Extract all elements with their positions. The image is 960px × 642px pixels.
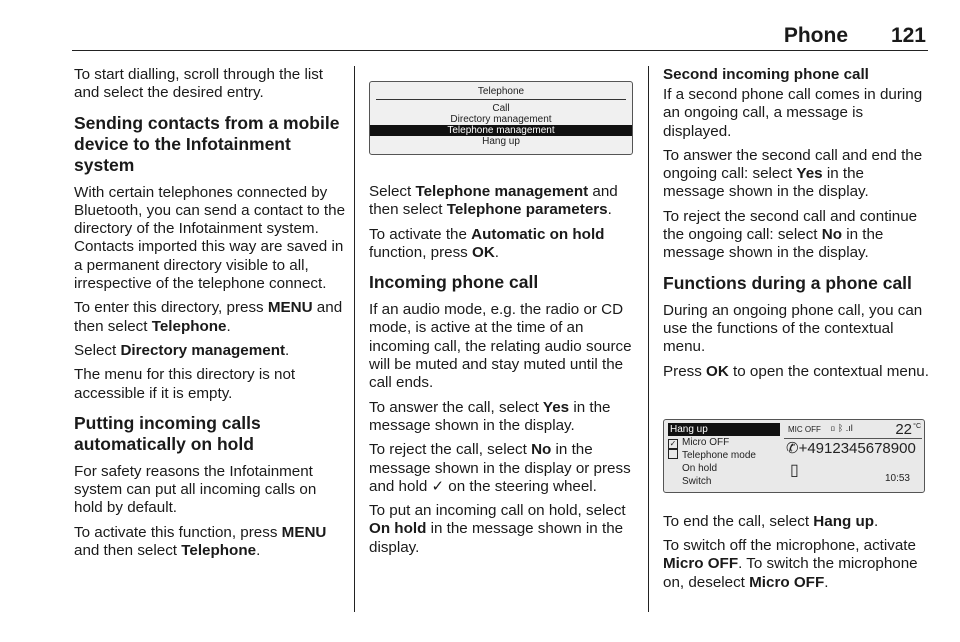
clock-time: 10:53 <box>884 473 910 484</box>
bluetooth-signal-icon: ▯ ᛒ .ıl <box>830 423 853 433</box>
context-menu <box>668 423 780 488</box>
paragraph: If a second phone call comes in during an ongoing call, a message is displayed. <box>663 86 923 140</box>
menu-item-switch: Switch <box>682 476 712 487</box>
menu-item-hang-up: Hang up <box>482 136 520 147</box>
checkbox-icon <box>668 449 678 459</box>
paragraph: Press OK to open the contextual menu. <box>663 362 929 380</box>
menu-item-call: Call <box>492 103 510 114</box>
paragraph: To reject the second call and continue the ongoing call: select No in the message shown in the display. <box>663 207 918 262</box>
paragraph: To activate the Automatic on hold function, press OK. <box>369 225 605 261</box>
paragraph: To start dialling, scroll through the list and select the desired entry. <box>74 66 324 102</box>
paragraph: During an ongoing phone call, you can use the functions of the contextual menu. <box>663 301 923 356</box>
handset-icon: ✆ <box>786 440 799 457</box>
paragraph: The menu for this directory is not accessible if it is empty. <box>74 366 296 402</box>
paragraph: To enter this directory, press MENU and then select Telephone. <box>74 299 343 335</box>
menu-item-directory-management: Directory management <box>450 114 552 125</box>
column-3 <box>663 66 929 598</box>
menu-item-hang-up: Hang up <box>668 423 780 436</box>
paragraph: With certain telephones connected by Bluetooth, you can send a contact to the directory of the Infotainment system. Contacts imported this way are saved in a permanent directory visible to all, irrespective of the telephone connect. <box>74 183 346 293</box>
menu-item-on-hold: On hold <box>682 463 718 474</box>
column-divider-2 <box>648 66 649 612</box>
column-1 <box>74 66 346 566</box>
checkbox-checked-icon: ✓ <box>669 439 677 448</box>
menu-item-telephone-mode: Telephone mode <box>668 449 780 462</box>
checkmark-icon: ✓ <box>431 477 445 495</box>
heading-incoming-call: Incoming phone call <box>369 272 539 293</box>
mobile-phone-icon: ▯ <box>790 462 799 479</box>
paragraph: Select Directory management. <box>74 341 290 359</box>
heading-functions-during-call: Functions during a phone call <box>663 272 912 293</box>
paragraph: To end the call, select Hang up. <box>663 512 879 530</box>
paragraph: To put an incoming call on hold, select On hold in the message shown in the display. <box>369 502 626 556</box>
paragraph: To activate this function, press MENU and then select Telephone. <box>74 523 327 560</box>
telephone-menu-screen <box>369 81 633 155</box>
column-2 <box>369 183 637 563</box>
heading-sending-contacts: Sending contacts from a mobile device to the Infotainment system <box>74 112 340 175</box>
paragraph: For safety reasons the Infotainment system can put all incoming calls on hold by default. <box>74 462 317 517</box>
paragraph: To reject the call, select No in the message shown in the display or press and hold ✓ on the steering wheel. <box>369 441 631 495</box>
paragraph: To answer the second call and end the ongoing call: select Yes in the message shown in the display. <box>663 146 923 201</box>
temperature: 22 <box>895 421 912 438</box>
menu-item-telephone-management: Telephone management <box>370 125 632 136</box>
page-number: 121 <box>890 24 926 47</box>
paragraph: Select Telephone management and then select Telephone parameters. <box>369 183 618 219</box>
caller-number: ✆+4912345678900 <box>786 440 916 457</box>
menu-item-micro-off: ✓ Micro OFF <box>669 437 730 448</box>
paragraph: To answer the call, select Yes in the message shown in the display. <box>369 398 611 434</box>
heading-calls-on-hold: Putting incoming calls automatically on hold <box>74 412 261 454</box>
temperature-unit: °C <box>913 423 921 430</box>
heading-second-call: Second incoming phone call <box>663 66 869 83</box>
screen-title: Telephone <box>477 86 525 97</box>
paragraph: To switch off the microphone, activate Micro OFF. To switch the microphone on, deselect Micro OFF. <box>663 537 918 591</box>
mic-off-label: MIC OFF <box>788 425 821 434</box>
column-divider-1 <box>354 66 355 612</box>
call-display-screen <box>663 419 925 493</box>
status-bar <box>784 422 922 439</box>
paragraph: If an audio mode, e.g. the radio or CD mode, is active at the time of an incoming call, the relating audio source will be muted and stay muted until the call ends. <box>369 301 632 392</box>
screen-divider <box>376 99 626 100</box>
page-header <box>72 0 928 51</box>
section-title: Phone <box>783 24 848 47</box>
